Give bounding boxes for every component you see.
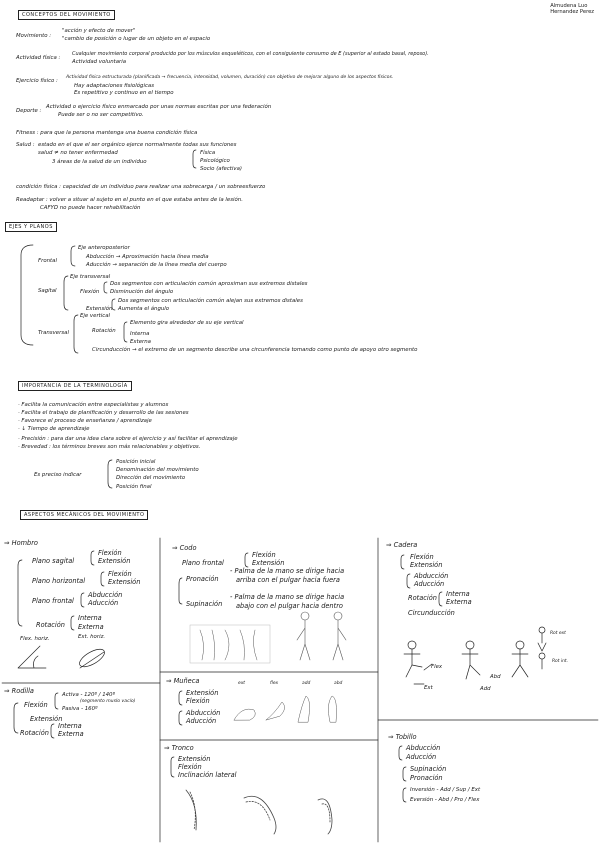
actividad-def-1: Cualquier movimiento corporal producido por los músculos esqueléticos, con el consiguiente consumo de E (superior al estado basal, reposo). [72,51,429,57]
section-title-ejes: EJES Y PLANOS [5,222,57,232]
codo-pronacion: Pronación [186,575,219,583]
terminologia-item: · Precisión : para dar una idea clara sobre el ejercicio y así facilitar el aprendizaje [18,436,238,442]
codo-frontal: Plano frontal [182,559,224,567]
indicar-item: Posición inicial [116,459,156,465]
rodilla-activa-note: (segmento muslo vacío) [80,699,136,704]
hombro-sagital-bracket [91,551,94,565]
ejercicio-label: Ejercicio físico : [16,78,58,84]
muneca-fig-flex: flex [270,681,279,686]
cadera-circunduccion: Circunducción [408,609,455,617]
rotacion-def: Elemento gira alrededor de su eje vertical [130,320,244,326]
tobillo-item: Pronación [410,774,443,782]
codo-frontal-bracket [245,553,248,567]
fitness-def: Fitness : para que la persona mantenga una buena condición física [16,130,198,136]
hombro-ext-sketch [77,646,107,670]
salud-def-1: estado en el que el ser orgánico ejerce normalmente todas sus funciones [38,142,237,148]
actividad-def-2: Actividad voluntaria [72,59,127,65]
tobillo-bracket-3 [403,788,406,802]
rodilla-pasiva: Pasiva - 160º [62,706,98,712]
author-surname: Hernandez Perez [550,9,594,16]
tobillo-item: Supinación [410,765,447,773]
tobillo-bracket-1 [399,746,402,760]
tronco-title: ⇒ Tronco [164,744,194,752]
cadera-fig-rot-ext: Rot ext [550,631,566,636]
rodilla-rotacion: Rotación [20,729,49,737]
hombro-horizontal-bracket [101,572,104,586]
frontal-aduccion: Aducción → separación de la línea media del cuerpo [86,262,227,268]
cadera-fig-add: Add [480,686,491,692]
hombro-frontal-aduccion: Aducción [88,599,119,607]
frontal-bracket [71,246,75,266]
indicar-item: Posición final [116,484,152,490]
pronacion-def-1: - Palma de la mano se dirige hacia [230,567,345,575]
hombro-horizontal: Plano horizontal [32,577,86,585]
deporte-def-2: Puede ser o no ser competitivo. [58,112,144,118]
codo-anatomy-figure [190,625,270,663]
muneca-title: ⇒ Muñeca [166,677,200,685]
deporte-label: Deporte : [16,108,42,114]
sagital-bracket [64,276,68,310]
hombro-frontal-abduccion: Abducción [88,591,123,599]
tobillo-item: Eversión - Abd / Pro / Flex [410,797,480,803]
tobillo-item: Abducción [406,744,441,752]
muneca-hand-sketches [234,696,337,722]
tronco-spine-sketches [186,790,332,834]
readaptar-def-1: Readaptar : volver a situar al sujeto en el punto en el que estaba antes de la lesión. [16,197,243,203]
cadera-rot-bracket [439,592,442,606]
readaptar-def-2: CAFYD no puede hacer rehabilitación [40,205,141,211]
hombro-horizontal-flexion: Flexión [108,570,132,578]
muneca-fig-ext: ext [238,681,246,686]
codo-prono-bracket [179,578,182,604]
transversal-bracket [74,315,78,353]
hombro-sagital-extension: Extensión [98,557,131,565]
codo-supinacion: Supinación [186,600,223,608]
hombro-rotacion: Rotación [36,621,65,629]
hombro-rotacion-bracket [71,616,74,630]
codo-title: ⇒ Codo [172,544,197,552]
transversal-eje: Eje vertical [80,313,111,319]
terminologia-item: · ↓ Tiempo de aprendizaje [18,426,90,432]
cadera-fig-ext: Ext [424,685,433,691]
section-title-terminologia: IMPORTANCIA DE LA TERMINOLOGÍA [18,381,132,391]
muneca-bracket-1 [179,691,182,705]
pronacion-def-2: arriba con el pulgar hacia fuera [236,576,340,584]
hombro-sagital: Plano sagital [32,557,75,565]
cadera-flexion: Flexión [410,553,434,561]
hombro-frontal-bracket [81,593,84,607]
rotacion-bracket [124,322,127,342]
tronco-item: Flexión [178,763,202,771]
supinacion-def-2: abajo con el pulgar hacia dentro [236,602,343,610]
movimiento-def-1: "acción y efecto de mover" [62,28,136,34]
cadera-stick-figures [404,627,546,684]
codo-flexion: Flexión [252,551,276,559]
terminologia-item: · Facilita el trabajo de planificación y desarrollo de las sesiones [18,410,189,416]
rodilla-extension: Extensión [30,715,63,723]
movimiento-def-2: "cambio de posición o lugar de un objeto en el espacio [62,36,211,42]
section-title-conceptos: CONCEPTOS DEL MOVIMIENTO [18,10,115,20]
cadera-fig-abd: Abd [490,674,501,680]
cadera-rotacion: Rotación [408,594,437,602]
frontal-abduccion: Abducción → Aproximación hacia línea media [86,254,209,260]
sagital-flexion: Flexión [80,289,100,295]
condicion-def: condición física : capacidad de un individuo para realizar una sobrecarga / un sobreesfuerzo [16,184,266,190]
rotacion-externa: Externa [130,339,151,345]
movimiento-label: Movimiento : [16,33,52,39]
tronco-item: Inclinación lateral [178,771,237,779]
frontal-eje: Eje anteroposterior [78,245,130,251]
rodilla-flexion: Flexión [24,701,48,709]
muneca-item: Abducción [186,709,221,717]
hombro-frontal: Plano frontal [32,597,74,605]
codo-pronation-figure [297,612,346,660]
circunduccion-def: Circunducción → el extremo de un segmento describe una circunferencia tomando como punto de apoyo otro segmento [92,347,418,353]
ejercicio-def-2: Hay adaptaciones fisiológicas [74,83,155,89]
ejes-main-bracket [21,245,33,345]
hombro-fig-flex-horiz: Flex. horiz. [20,636,50,642]
cadera-extension: Extensión [410,561,443,569]
hombro-flex-sketch [18,646,46,668]
salud-area-fisica: Física [200,150,216,156]
hombro-rotacion-externa: Externa [78,623,104,631]
tobillo-item: Inversión - Add / Sup / Ext [410,787,481,793]
ejercicio-def-3: Es repetitivo y continuo en el tiempo [74,90,174,96]
hombro-ext-arm [80,652,104,668]
rodilla-activa: Activa - 120º / 140º [62,692,116,698]
salud-def-2: salud ≠ no tener enfermedad [38,150,118,156]
muneca-item: Extensión [186,689,219,697]
rotacion-interna: Interna [130,331,150,337]
terminologia-item: · Favorece el proceso de enseñanza / aprendizaje [18,418,152,424]
tobillo-item: Aducción [406,753,437,761]
rodilla-title: ⇒ Rodilla [4,687,34,695]
indicar-label: Es preciso indicar [34,472,82,478]
extension-def-1: Dos segmentos con articulación común alejan sus extremos distales [118,298,303,304]
section-title-aspectos: ASPECTOS MECÁNICOS DEL MOVIMIENTO [20,510,148,520]
tobillo-bracket-2 [403,767,406,781]
tronco-bracket [171,757,174,777]
muneca-bracket-2 [179,711,182,725]
cadera-abduccion: Abducción [414,572,449,580]
rodilla-bracket [14,703,18,733]
supinacion-def-1: - Palma de la mano se dirige hacia [230,593,345,601]
transversal-rotacion: Rotación [92,328,116,334]
hombro-bracket [18,560,22,626]
flexion-def-2: Disminución del ángulo [110,289,174,295]
muneca-fig-add: add [302,681,311,686]
terminologia-item: · Facilita la comunicación entre especialistas y alumnos [18,402,169,408]
muneca-item: Flexión [186,697,210,705]
rodilla-rotacion-interna: Interna [58,722,82,730]
salud-bracket [193,150,196,168]
actividad-label: Actividad física : [16,55,61,61]
cadera-title: ⇒ Cadera [386,541,418,549]
rodilla-rotacion-bracket [51,724,54,738]
cadera-rotacion-interna: Interna [446,590,470,598]
flexion-bracket [104,282,107,293]
terminologia-item: · Brevedad : los términos breves son más relacionables y objetivos. [18,444,201,450]
sagital-extension: Extensión [86,306,113,312]
hombro-fig-ext-horiz: Ext. horiz. [78,634,106,640]
cadera-fig-flex: Flex [431,664,443,670]
hombro-rotacion-interna: Interna [78,614,102,622]
rodilla-rotacion-externa: Externa [58,730,84,738]
cadera-abd-bracket [407,574,410,588]
flexion-def-1: Dos segmentos con articulación común aproximan sus extremos distales [110,281,308,287]
cadera-bracket [401,555,404,569]
indicar-item: Denominación del movimiento [116,467,199,473]
plano-frontal: Frontal [38,258,57,264]
tronco-item: Extensión [178,755,211,763]
muneca-item: Aducción [186,717,217,725]
codo-extension: Extensión [252,559,285,567]
deporte-def-1: Actividad o ejercicio físico enmarcado por unas normas escritas por una federación [46,104,272,110]
hombro-sagital-flexion: Flexión [98,549,122,557]
indicar-bracket [108,460,112,488]
author-name: Almudena Luo [550,3,588,9]
cadera-fig-rot-int: Rot int. [552,659,568,664]
extension-bracket [112,299,115,310]
cadera-rotacion-externa: Externa [446,598,472,606]
hombro-horizontal-extension: Extensión [108,578,141,586]
salud-label: Salud : [16,142,35,148]
salud-area-socio: Socio (afectiva) [200,166,242,172]
muneca-fig-abd: abd [334,681,343,686]
rodilla-flexion-bracket [55,693,58,709]
extension-def-2: Aumenta el ángulo [118,306,170,312]
hombro-title: ⇒ Hombro [4,539,38,547]
plano-sagital: Sagital [38,288,57,294]
salud-area-psico: Psicológico [200,158,230,164]
tobillo-title: ⇒ Tobillo [388,733,417,741]
cadera-aduccion: Aducción [414,580,445,588]
indicar-item: Dirección del movimiento [116,475,186,481]
salud-def-3: 3 áreas de la salud de un individuo [52,159,147,165]
ejercicio-def-1: Actividad física estructurada (planificada → frecuencia, intensidad, volumen, duración) con objetivo de mejorar alguno de los aspectos físicos. [66,75,394,80]
plano-transversal: Transversal [38,330,69,336]
sagital-eje: Eje transversal [70,274,111,280]
